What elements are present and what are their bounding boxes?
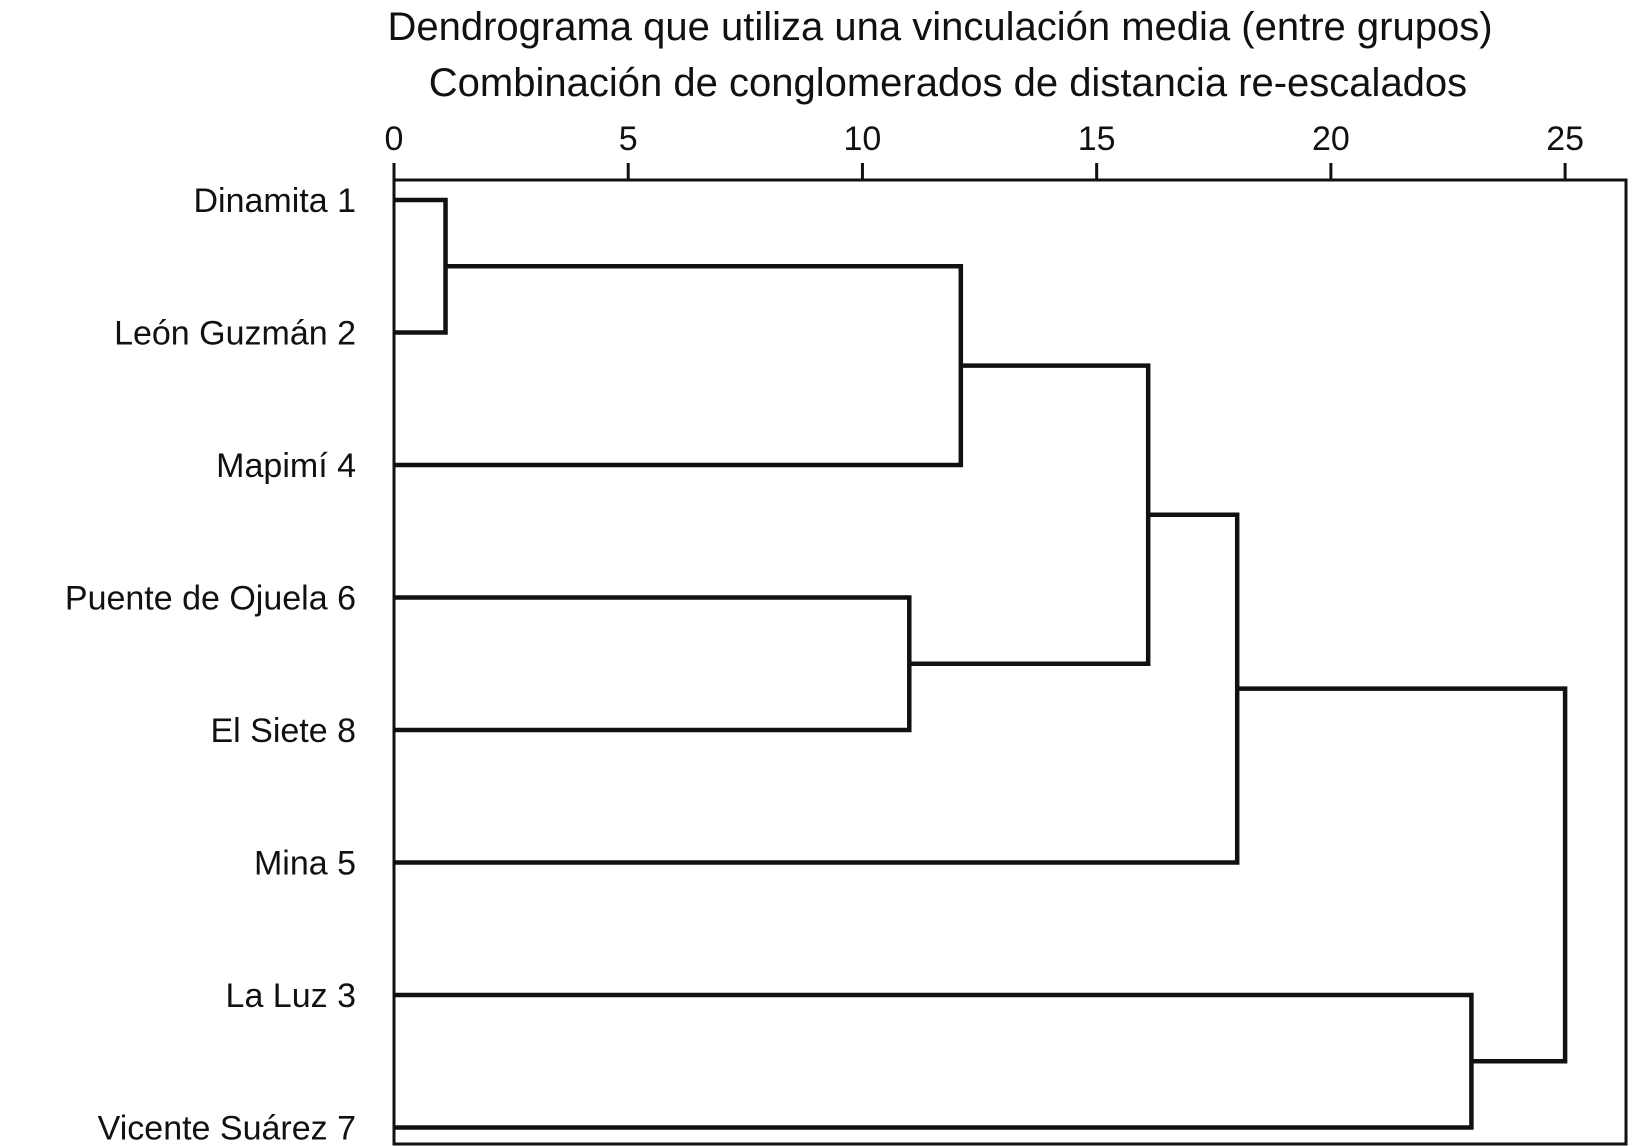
leaf-label: Mapimí 4 xyxy=(216,447,356,485)
merge-link xyxy=(1237,689,1565,1062)
leaf-labels xyxy=(65,182,356,1146)
x-axis-ticks xyxy=(385,120,1584,180)
chart-subtitle: Combinación de conglomerados de distancia re-escalados xyxy=(428,61,1468,105)
merge-link xyxy=(394,995,1471,1128)
leaf-label: Vicente Suárez 7 xyxy=(97,1109,356,1146)
x-tick-label: 20 xyxy=(1311,120,1350,158)
merge-link xyxy=(394,200,446,333)
x-tick-label: 10 xyxy=(843,120,882,158)
dendrogram-links xyxy=(394,200,1565,1128)
leaf-label: Mina 5 xyxy=(253,844,356,883)
merge-link xyxy=(394,515,1237,863)
leaf-label: El Siete 8 xyxy=(210,712,356,750)
x-tick-label: 15 xyxy=(1077,120,1116,158)
x-tick-label: 25 xyxy=(1546,120,1585,158)
merge-link xyxy=(394,266,961,465)
chart-title: Dendrograma que utiliza una vinculación media (entre grupos) xyxy=(387,5,1493,49)
x-tick-label: 0 xyxy=(384,120,404,158)
merge-link xyxy=(394,598,909,731)
leaf-label: Puente de Ojuela 6 xyxy=(64,579,356,618)
leaf-label: La Luz 3 xyxy=(225,977,356,1015)
leaf-label: León Guzmán 2 xyxy=(114,314,356,353)
merge-link xyxy=(909,366,1148,664)
x-tick-label: 5 xyxy=(618,120,638,158)
leaf-label: Dinamita 1 xyxy=(193,182,356,220)
